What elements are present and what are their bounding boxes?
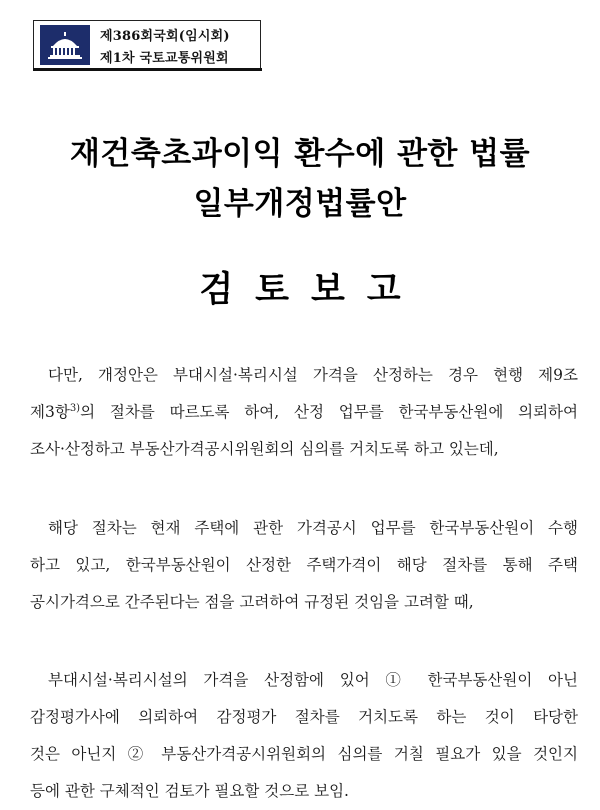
assembly-building-icon [45,29,85,61]
paragraph-1 [30,357,578,468]
paragraph-line: 하고 있고, 한국부동산원이 산정한 주택가격이 해당 절차를 통해 주택 [30,556,578,574]
article-reference: 제3항 [30,403,70,421]
paragraph-line: 다만, 개정안은 부대시설·복리시설 가격을 산정하는 경우 현행 제9조 [48,366,578,384]
paragraph-2 [30,510,578,621]
report-title: 검토보고 [199,270,423,310]
header-text [100,25,230,66]
bill-title-line-2: 일부개정법률안 [193,186,407,222]
paragraph-line: 것은 아닌지 ② 부동산가격공시위원회의 심의를 거칠 필요가 있을 것인지 [30,745,578,763]
paragraph-line: 감정평가사에 의뢰하여 감정평가 절차를 거치도록 하는 것이 타당한 [30,708,578,726]
paragraph-3 [30,662,578,810]
paragraph-line [30,394,578,431]
paragraph-line: 해당 절차는 현재 주택에 관한 가격공시 업무를 한국부동산원이 수행 [48,519,578,537]
paragraph-line: 등에 관한 구체적인 검토가 필요할 것으로 보임. [30,782,349,800]
paragraph-line: 부대시설·복리시설의 가격을 산정함에 있어 ① 한국부동산원이 아닌 [48,671,578,689]
paragraph-line: 조사·산정하고 부동산가격공시위원회의 심의를 거치도록 하고 있는데, [30,440,499,458]
bill-title-line-1: 재건축초과이익 환수에 관한 법률 [69,136,531,172]
session-label: 제386회국회(임시회) [100,28,230,44]
footnote-marker: 3) [69,403,81,414]
paragraph-line-text: 의 절차를 따르도록 하여, 산정 업무를 한국부동산원에 의뢰하여 [80,403,578,421]
session-header [33,20,261,69]
committee-label: 제1차 국토교통위원회 [100,50,229,66]
paragraph-line: 공시가격으로 간주된다는 점을 고려하여 규정된 것임을 고려할 때, [30,593,474,611]
national-assembly-logo [40,25,90,65]
